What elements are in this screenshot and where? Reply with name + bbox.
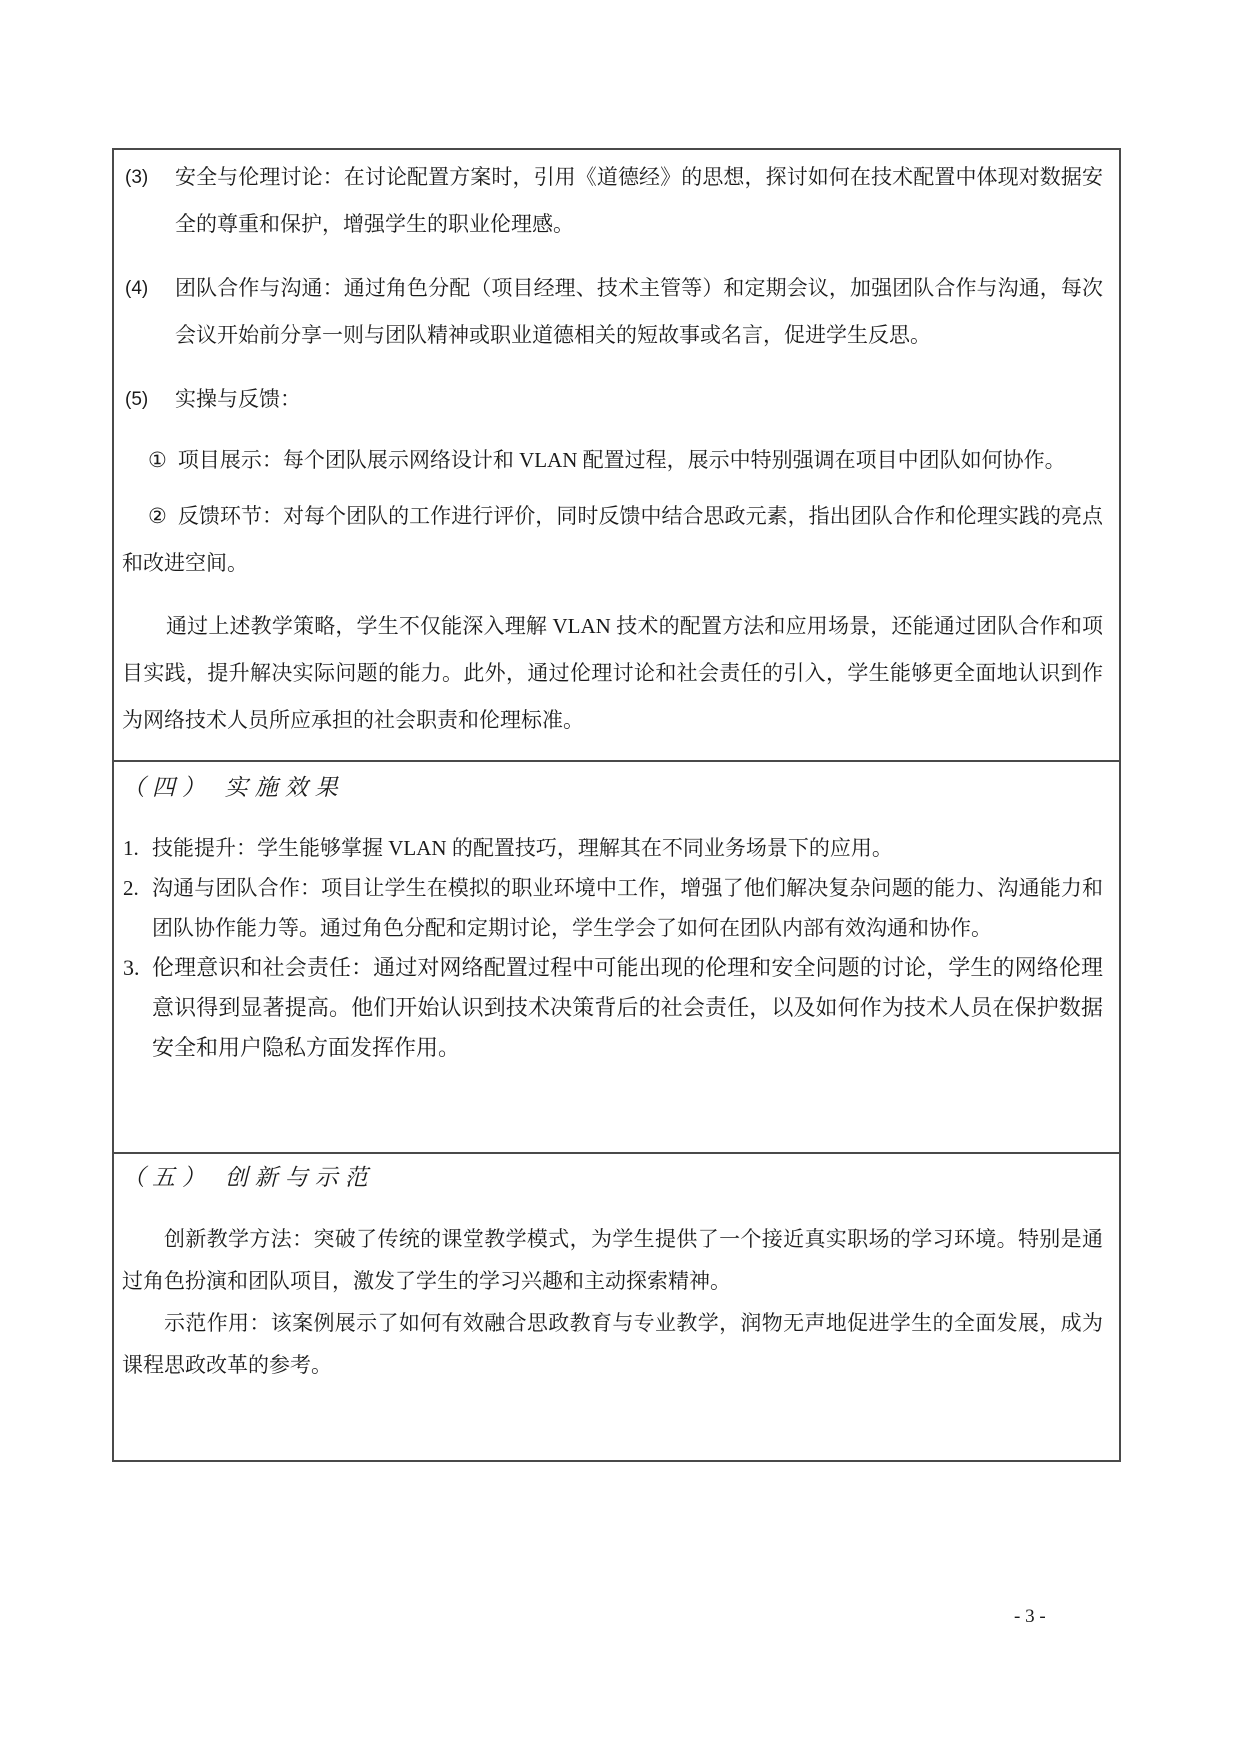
paragraph: 示范作用：该案例展示了如何有效融合思政教育与专业教学，润物无声地促进学生的全面发展，成为课程思政改革的参考。	[122, 1311, 1103, 1377]
list-item	[122, 828, 1103, 868]
table-row	[114, 762, 1119, 1154]
circled-number: ②	[148, 504, 167, 528]
sub-list-item	[122, 437, 1103, 484]
list-item	[122, 154, 1103, 248]
sub-list-item-text: 项目展示：每个团队展示网络设计和 VLAN 配置过程，展示中特别强调在项目中团队如何协作。	[177, 448, 1066, 472]
document-table	[112, 148, 1121, 1462]
list-item-number: 2.	[123, 876, 139, 900]
section-heading-innovation: （五） 创新与示范	[122, 1165, 375, 1190]
list-item-number: 1.	[123, 836, 139, 860]
list-item-text: 技能提升：学生能够掌握 VLAN 的配置技巧，理解其在不同业务场景下的应用。	[152, 836, 893, 860]
list-item	[122, 948, 1103, 1068]
list-item-text: 实操与反馈：	[175, 387, 301, 411]
paragraph: 创新教学方法：突破了传统的课堂教学模式，为学生提供了一个接近真实职场的学习环境。特别是通过角色扮演和团队项目，激发了学生的学习兴趣和主动探索精神。	[122, 1227, 1103, 1293]
list-item-number: (3)	[125, 167, 149, 188]
list-item-text: 伦理意识和社会责任：通过对网络配置过程中可能出现的伦理和安全问题的讨论，学生的网络伦理意识得到显著提高。他们开始认识到技术决策背后的社会责任，以及如何作为技术人员在保护数据安全和用户隐私方面发挥作用。	[152, 955, 1103, 1060]
sub-list-item	[122, 493, 1103, 587]
table-row	[114, 1154, 1119, 1460]
list-item-number: 3.	[123, 955, 140, 980]
table-row	[114, 150, 1119, 762]
list-item	[122, 868, 1103, 948]
section-heading-effects: （四） 实施效果	[122, 775, 345, 800]
list-item-text: 安全与伦理讨论：在讨论配置方案时，引用《道德经》的思想，探讨如何在技术配置中体现对数据安全的尊重和保护，增强学生的职业伦理感。	[175, 165, 1103, 236]
page-number: - 3 -	[1014, 1606, 1046, 1627]
list-item-number: (5)	[125, 389, 149, 410]
list-item-number: (4)	[125, 278, 149, 299]
list-item	[122, 265, 1103, 359]
list-item	[122, 376, 1103, 423]
sub-list-item-text: 反馈环节：对每个团队的工作进行评价，同时反馈中结合思政元素，指出团队合作和伦理实践的亮点和改进空间。	[122, 504, 1104, 575]
list-item-text: 团队合作与沟通：通过角色分配（项目经理、技术主管等）和定期会议，加强团队合作与沟通，每次会议开始前分享一则与团队精神或职业道德相关的短故事或名言，促进学生反思。	[175, 276, 1103, 347]
circled-number: ①	[148, 448, 167, 472]
summary-paragraph: 通过上述教学策略，学生不仅能深入理解 VLAN 技术的配置方法和应用场景，还能通过团队合作和项目实践，提升解决实际问题的能力。此外，通过伦理讨论和社会责任的引入，学生能够更全面地认识到作为网络技术人员所应承担的社会职责和伦理标准。	[122, 614, 1103, 732]
list-item-text: 沟通与团队合作：项目让学生在模拟的职业环境中工作，增强了他们解决复杂问题的能力、沟通能力和团队协作能力等。通过角色分配和定期讨论，学生学会了如何在团队内部有效沟通和协作。	[152, 876, 1103, 940]
